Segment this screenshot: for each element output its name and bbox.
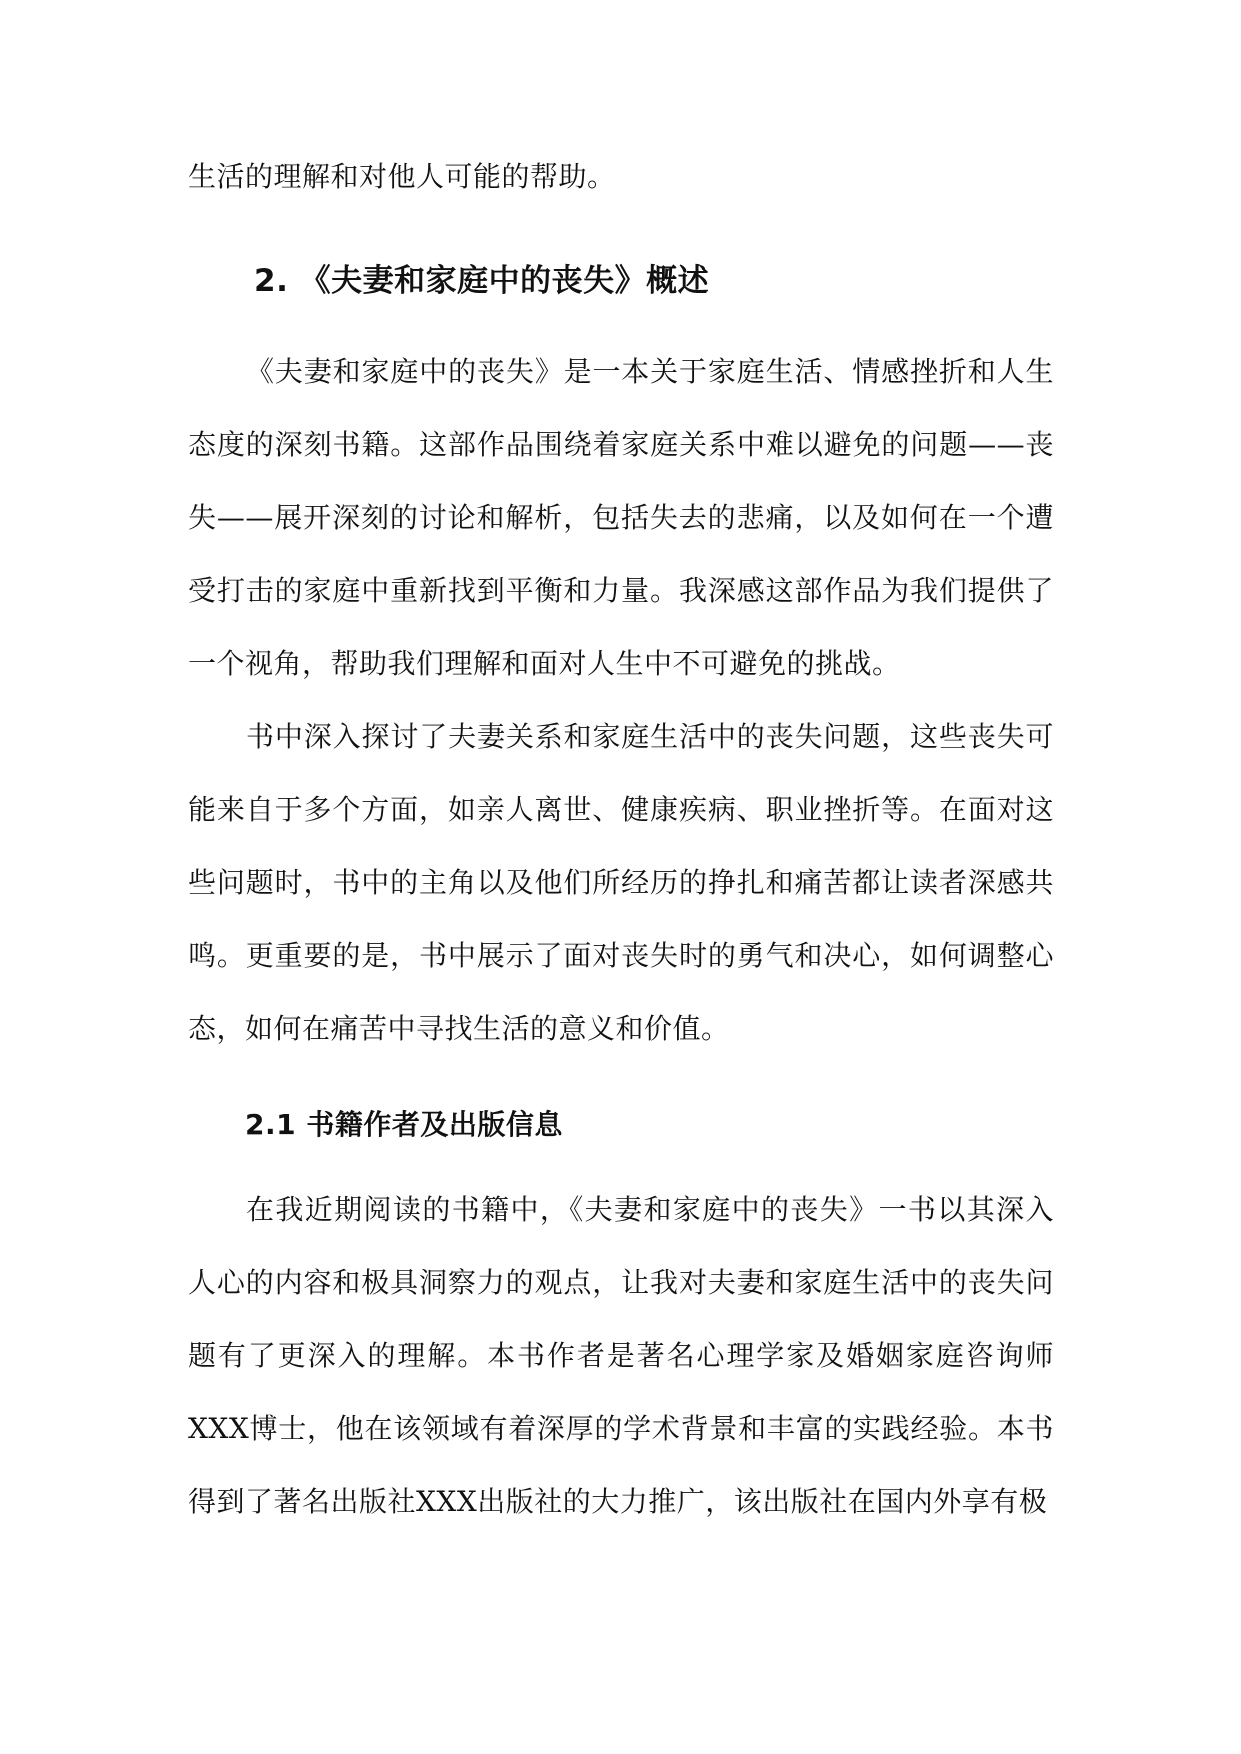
continued-paragraph: 生活的理解和对他人可能的帮助。 — [188, 160, 616, 193]
page-content — [188, 140, 1054, 1538]
section-2-paragraph-1: 《夫妻和家庭中的丧失》是一本关于家庭生活、情感挫折和人生态度的深刻书籍。这部作品围绕着家庭关系中难以避免的问题——丧失——展开深刻的讨论和解析，包括失去的悲痛，以及如何在一个遭受打击的家庭中重新找到平衡和力量。我深感这部作品为我们提供了一个视角，帮助我们理解和面对人生中不可避免的挑战。 — [188, 355, 1054, 680]
section-2-1-heading-wrap — [188, 1105, 1054, 1145]
section-2-1-paragraph-1: 在我近期阅读的书籍中，《夫妻和家庭中的丧失》一书以其深入人心的内容和极具洞察力的观点，让我对夫妻和家庭生活中的丧失问题有了更深入的理解。本书作者是著名心理学家及婚姻家庭咨询师XXX博士，他在该领域有着深厚的学术背景和丰富的实践经验。本书得到了著名出版社XXX出版社的大力推广，该出版社在国内外享有极 — [188, 1193, 1054, 1518]
section-2-heading: 2. 《夫妻和家庭中的丧失》概述 — [254, 263, 710, 299]
section-2-heading-wrap — [188, 259, 1054, 303]
section-2-1-heading: 2.1 书籍作者及出版信息 — [245, 1108, 563, 1141]
section-2-paragraph-2: 书中深入探讨了夫妻关系和家庭生活中的丧失问题，这些丧失可能来自于多个方面，如亲人离世、健康疾病、职业挫折等。在面对这些问题时，书中的主角以及他们所经历的挣扎和痛苦都让读者深感共鸣。更重要的是，书中展示了面对丧失时的勇气和决心，如何调整心态，如何在痛苦中寻找生活的意义和价值。 — [188, 720, 1054, 1045]
